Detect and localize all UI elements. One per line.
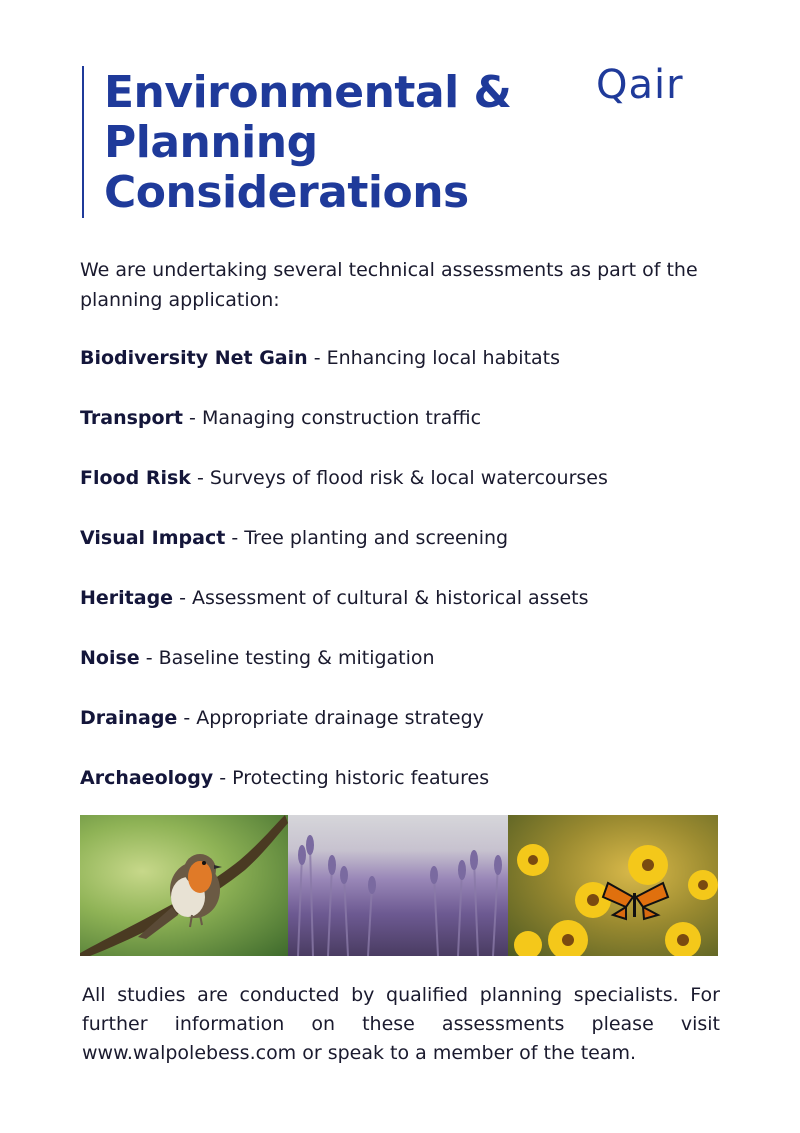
footer-text: All studies are conducted by qualified planning specialists. For further information on these assessments please visit www.walpolebess.com or speak to a member of the team. bbox=[82, 984, 720, 1064]
list-item bbox=[80, 585, 740, 645]
sunflower-butterfly-illustration bbox=[508, 815, 718, 956]
list-item bbox=[80, 705, 740, 765]
title-line-2: Planning bbox=[104, 117, 318, 168]
robin-illustration bbox=[80, 815, 288, 956]
item-desc: - Protecting historic features bbox=[213, 767, 490, 789]
assessment-list bbox=[80, 345, 740, 825]
item-label: Archaeology bbox=[80, 767, 214, 789]
title-line-1: Environmental & bbox=[104, 67, 512, 118]
item-desc: - Baseline testing & mitigation bbox=[139, 647, 435, 669]
item-label: Visual Impact bbox=[80, 527, 226, 549]
item-label: Biodiversity Net Gain bbox=[80, 347, 308, 369]
lavender-illustration bbox=[288, 815, 508, 956]
photo-strip bbox=[80, 815, 718, 956]
item-desc: - Assessment of cultural & historical assets bbox=[173, 587, 589, 609]
item-desc: - Enhancing local habitats bbox=[307, 347, 561, 369]
item-label: Noise bbox=[80, 647, 140, 669]
item-label: Transport bbox=[80, 407, 184, 429]
list-item bbox=[80, 405, 740, 465]
item-label: Flood Risk bbox=[80, 467, 191, 489]
item-label: Drainage bbox=[80, 707, 178, 729]
title-accent-bar bbox=[82, 66, 84, 218]
item-desc: - Managing construction traffic bbox=[183, 407, 482, 429]
list-item bbox=[80, 345, 740, 405]
robin-photo bbox=[80, 815, 288, 956]
page-title bbox=[104, 68, 511, 218]
qair-logo: Qair bbox=[596, 62, 684, 108]
list-item bbox=[80, 465, 740, 525]
item-label: Heritage bbox=[80, 587, 174, 609]
intro-text: We are undertaking several technical assessments as part of the planning application: bbox=[80, 259, 698, 311]
item-desc: - Tree planting and screening bbox=[225, 527, 509, 549]
item-desc: - Surveys of flood risk & local watercourses bbox=[190, 467, 608, 489]
list-item bbox=[80, 525, 740, 585]
item-desc: - Appropriate drainage strategy bbox=[177, 707, 484, 729]
sunflowers-photo bbox=[508, 815, 718, 956]
title-line-3: Considerations bbox=[104, 167, 469, 218]
list-item bbox=[80, 645, 740, 705]
lavender-photo bbox=[288, 815, 508, 956]
